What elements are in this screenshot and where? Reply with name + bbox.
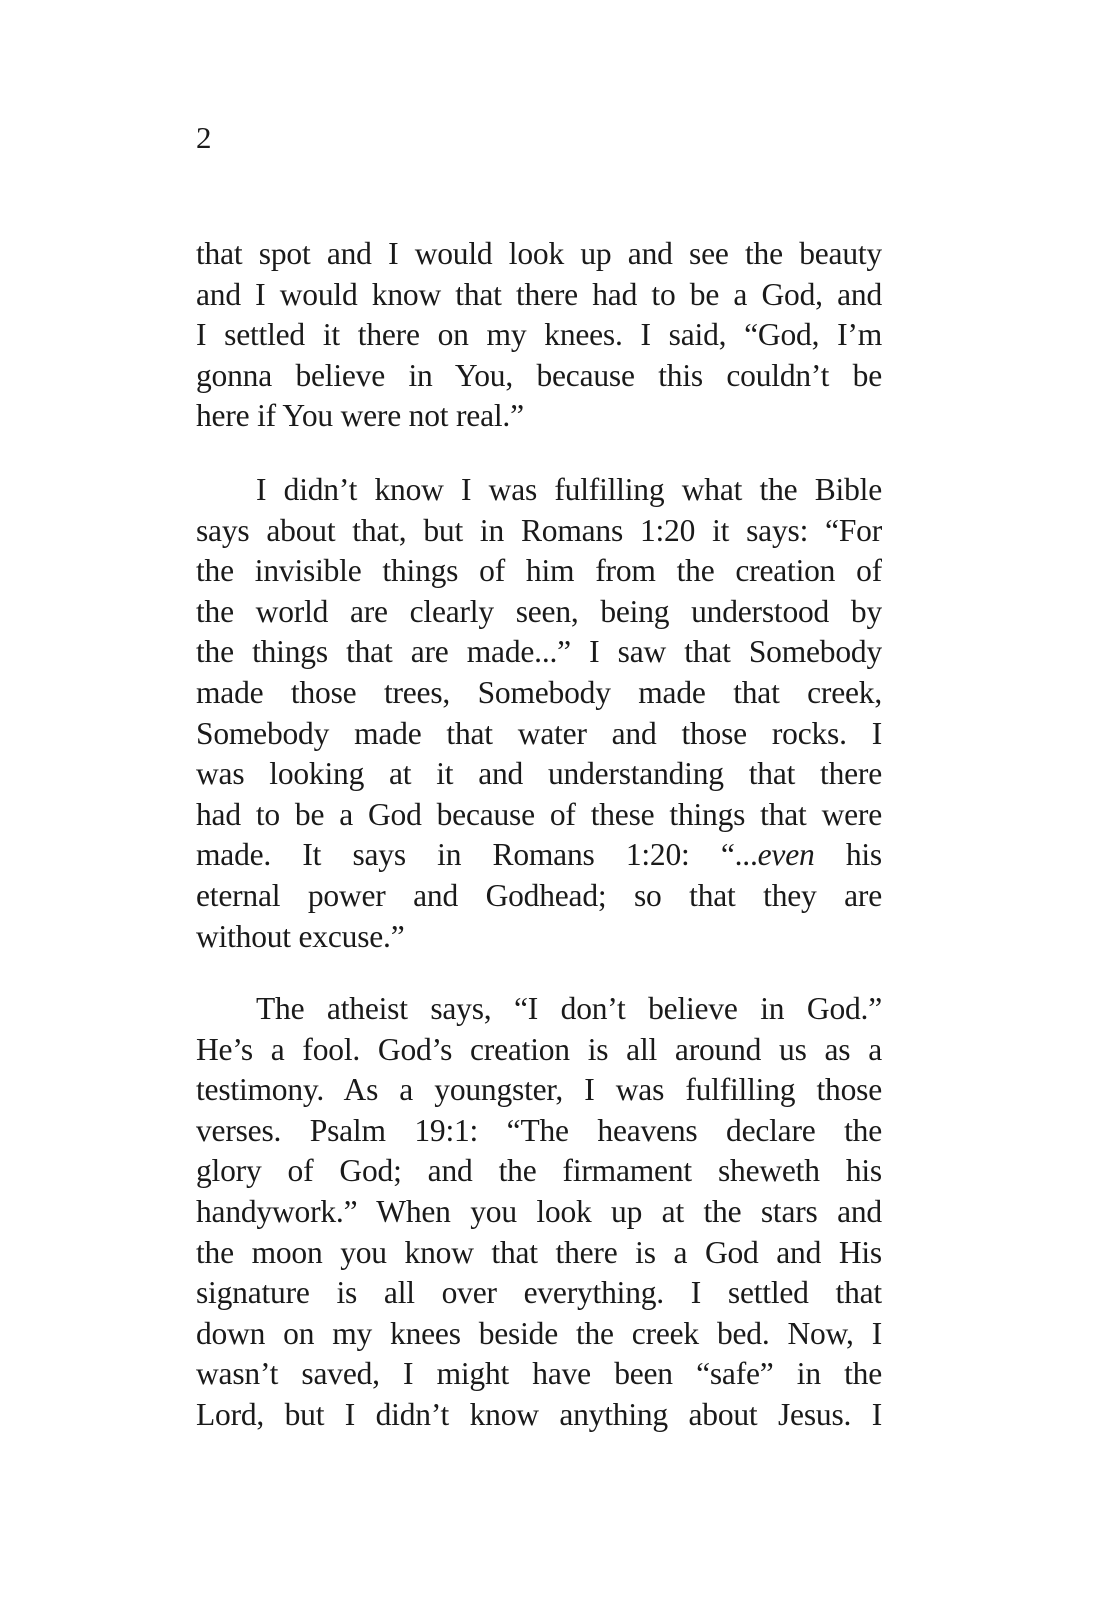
text-line: had to be a God because of these things that were: [196, 796, 882, 832]
text-line: the things that are made...” I saw that Somebody: [196, 634, 882, 670]
text-line: the invisible things of him from the creation of: [196, 553, 882, 589]
text-line: and I would know that there had to be a God, and: [196, 276, 882, 312]
text-line: says about that, but in Romans 1:20 it says: “For: [196, 512, 882, 548]
text-segment: his: [814, 837, 882, 873]
text-line: without excuse.”: [196, 918, 405, 954]
text-line: down on my knees beside the creek bed. Now, I: [196, 1315, 882, 1351]
text-line: Somebody made that water and those rocks. I: [196, 715, 882, 751]
text-line: testimony. As a youngster, I was fulfilling those: [196, 1072, 882, 1108]
text-line: signature is all over everything. I settled that: [196, 1275, 882, 1311]
paragraph-1: [196, 234, 882, 437]
text-line: Lord, but I didn’t know anything about Jesus. I: [196, 1396, 882, 1432]
text-line: I didn’t know I was fulfilling what the Bible: [256, 472, 882, 507]
text-line: wasn’t saved, I might have been “safe” in the: [196, 1356, 882, 1392]
italic-word: even: [757, 837, 815, 873]
text-segment: made. It says in Romans 1:20: “...: [196, 837, 758, 873]
text-line: glory of God; and the firmament sheweth his: [196, 1153, 882, 1189]
paragraph-2: [196, 470, 882, 957]
text-line: that spot and I would look up and see the beauty: [196, 236, 882, 271]
text-line: eternal power and Godhead; so that they are: [196, 877, 882, 913]
page-number: 2: [196, 120, 212, 155]
paragraph-3: [196, 989, 882, 1436]
text-line: handywork.” When you look up at the stars and: [196, 1193, 882, 1229]
text-line: verses. Psalm 19:1: “The heavens declare the: [196, 1112, 882, 1148]
text-line-with-italic: [196, 835, 882, 876]
text-line: He’s a fool. God’s creation is all around us as a: [196, 1031, 882, 1067]
text-line: here if You were not real.”: [196, 398, 524, 434]
text-line: was looking at it and understanding that there: [196, 756, 882, 792]
text-line: I settled it there on my knees. I said, “God, I’m: [196, 317, 882, 353]
text-line: the moon you know that there is a God and His: [196, 1234, 882, 1270]
text-line: the world are clearly seen, being understood by: [196, 593, 882, 629]
text-line: The atheist says, “I don’t believe in God.”: [256, 991, 882, 1026]
text-line: gonna believe in You, because this couldn’t be: [196, 357, 882, 393]
text-line: made those trees, Somebody made that creek,: [196, 674, 882, 710]
